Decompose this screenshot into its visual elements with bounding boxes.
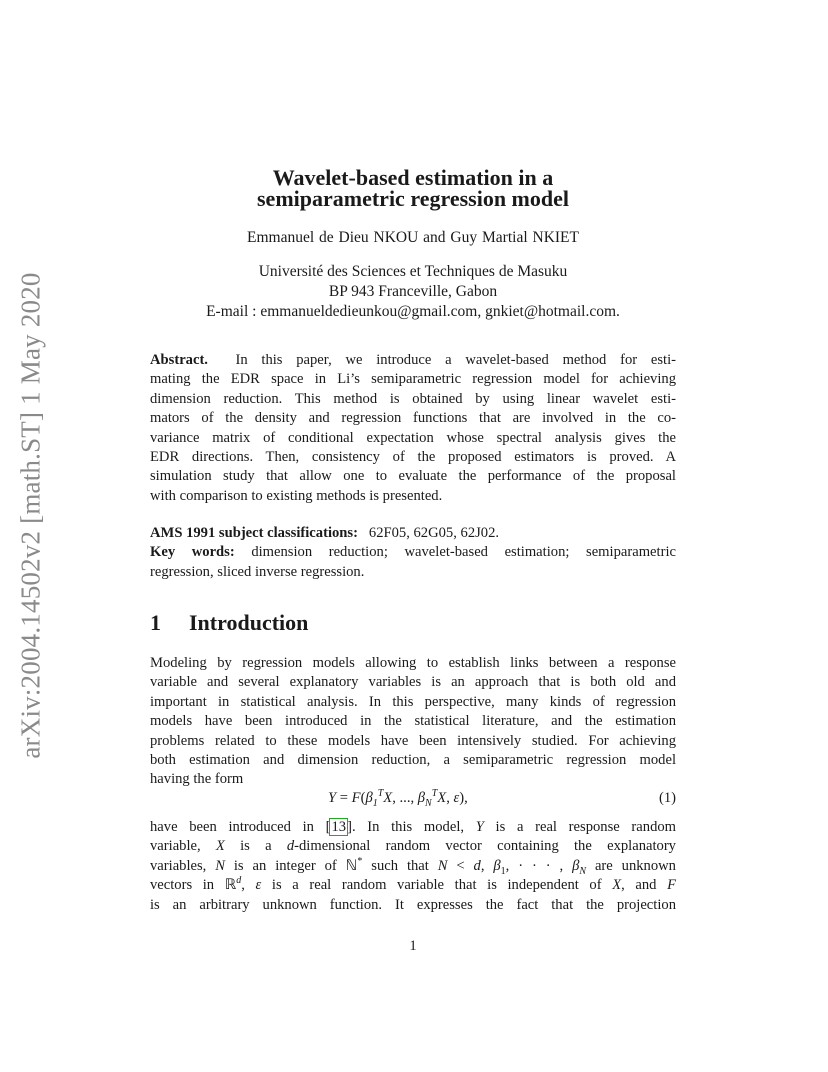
citation-link[interactable]: 13 [331,819,347,835]
section-title: Introduction [189,610,309,635]
keywords-label: Key words: [150,544,235,561]
abstract-line: dimension reduction. This method is obtained by using linear wavelet esti- [150,390,676,407]
title-line-2: semiparametric regression model [257,186,569,211]
affiliation-address: BP 943 Franceville, Gabon [328,283,498,300]
intro-line: variable, X is a d-dimensional random vector containing the explanatory [150,838,676,855]
page-number: 1 [409,938,417,954]
affiliation-block [150,262,676,322]
section-number: 1 [150,610,161,635]
introduction-paragraph-continued [150,818,676,915]
abstract-line: variance matrix of conditional expectation whose spectral analysis gives the [150,429,676,446]
classification-block [150,524,676,582]
abstract-text: In this paper, we introduce a wavelet-based method for esti- [235,352,676,368]
equation-formula: $Y = F(\beta_1^TX$, ..., $\beta_N^TX$, ε), [328,788,468,809]
intro-line: variables, N is an integer of ℕ* such that N < d, $\beta_1$, · · · , $\beta_N$ are unknown [150,855,676,877]
abstract-line: simulation study that allow one to evaluate the performance of the proposal [150,468,676,485]
ams-label: AMS 1991 subject classifications: [150,525,358,541]
ams-classifications [150,524,676,543]
paper-title [150,167,676,209]
abstract-line: mating the EDR space in Li’s semiparametric regression model for achieving [150,371,676,388]
abstract-line: with comparison to existing methods is presented. [150,487,443,504]
affiliation-university: Université des Sciences et Techniques de Masuku [258,263,568,280]
equation-1 [150,790,676,810]
abstract-line: EDR directions. Then, consistency of the proposed estimators is proved. A [150,449,676,466]
intro-line: is an arbitrary unknown function. It expresses the fact that the projection [150,896,676,913]
intro-line: vectors in ℝ$^d$, ε is a real random variable that is independent of X, and F [150,875,676,894]
section-heading [150,610,308,636]
abstract [150,351,676,506]
title-line-1: Wavelet-based estimation in a [272,165,554,190]
author-list: Emmanuel de Dieu NKOU and Guy Martial NKIET [247,229,579,246]
intro-line: have been introduced in [13]. In this model, Y is a real response random [150,819,677,835]
intro-line: problems related to these models have been intensively studied. For achieving [150,732,676,749]
intro-line: Modeling by regression models allowing to establish links between a response [150,655,676,671]
equation-number: (1) [658,790,676,806]
intro-line: important in statistical analysis. In this perspective, many kinds of regression [150,693,676,710]
intro-line: models have been introduced in the statistical literature, and the estimation [150,713,676,730]
intro-line: variable and several explanatory variables is an approach that is both old and [150,674,676,691]
introduction-paragraph [150,654,676,790]
intro-line: having the form [150,771,244,788]
abstract-line: mators of the density and regression functions that are involved in the co- [150,410,676,427]
arxiv-identifier-stamp [16,268,46,762]
keywords-text: dimension reduction; wavelet-based estimation; semiparametric [251,544,676,561]
intro-line: both estimation and dimension reduction, a semiparametric regression model [150,752,676,769]
arxiv-identifier-text: arXiv:2004.14502v2 [math.ST] 1 May 2020 [15,271,46,759]
keywords-continued: regression, sliced inverse regression. [150,563,365,580]
abstract-label: Abstract. [150,352,208,368]
keywords [150,543,676,562]
affiliation-email: E-mail : emmanueldedieunkou@gmail.com, gnkiet@hotmail.com. [206,303,620,320]
ams-codes: 62F05, 62G05, 62J02. [368,525,500,541]
abstract-line [150,351,676,370]
